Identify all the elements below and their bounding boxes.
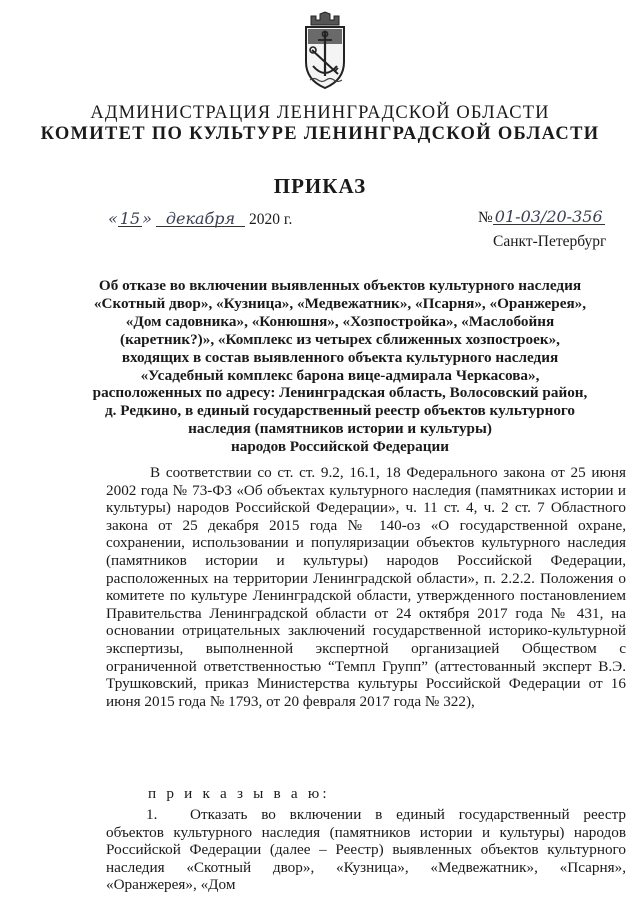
date-day: 15 [119,209,141,228]
subject-line: «Дом садовника», «Конюшня», «Хозпостройка», «Маслобойня [125,312,555,330]
date-quote-open: « [108,209,118,228]
item-text: Отказать во включении в единый государственный реестр объектов культурного наследия (памятников истории и культуры) народов Российской Федерации (далее – Реестр) выявленных объектов культурного наследия «Скотный двор», «Кузница», «Медвежатник», «Псарня», «Оранжерея», «Дом [106,806,626,894]
date-quote-close: » [142,209,152,228]
subject-line: «Скотный двор», «Кузница», «Медвежатник», «Псарня», «Оранжерея», [93,294,587,312]
number-value: 01-03/20-356 [494,207,603,226]
subject-line: Об отказе во включении выявленных объектов культурного наследия [98,277,582,294]
order-word: п р и к а з ы в а ю: [148,785,330,802]
preamble-paragraph [106,464,626,710]
subject-line: расположенных по адресу: Ленинградская область, Волосовский район, [92,384,588,402]
subject-line: входящих в состав выявленного объекта культурного наследия [121,348,559,366]
document-number [478,209,605,227]
date-year: 2020 г. [249,211,293,228]
document-date [108,209,292,229]
preamble-text: В соответствии со ст. ст. 9.2, 16.1, 18 Федерального закона от 25 июня 2002 года № 73-ФЗ «Об объектах культурного наследия (памятниках истории и культуры) народов Российской Федерации», ч. 11 ст. 4, ч. 2 ст. 7 Областного закона от 25 декабря 2015 года № 140-оз «О государственной охране, сохранении, использовании и популяризации объектов культурного наследия (памятников истории и культуры) народов Российской Федерации, расположенных на территории Ленинградской области», п. 2.2.2. Положения о комитете по культуре Ленинградской области, утвержденного постановлением Правительства Ленинградской области от 24 октября 2017 года № 431, на основании отрицательных заключений государственной историко-культурной экспертизы, выполненной экспертной организацией Обществом с ограниченной ответственностью “Темпл Групп” (аттестованный эксперт В.Э. Трушковский, приказ Министерства культуры Российской Федерации от 16 июня 2015 года № 1793, от 20 февраля 2017 года № 322), [106,464,626,710]
subject-line: (каретник?)», «Комплекс из четырех сближенных хозпостроек», [120,330,560,348]
order-subject [80,277,600,456]
subject-line: наследия (памятников истории и культуры) [188,420,492,438]
coat-of-arms-emblem [302,10,348,90]
subject-line: народов Российской Федерации [230,438,450,456]
document-title: ПРИКАЗ [273,174,367,198]
document-city: Санкт-Петербург [493,233,607,250]
number-prefix: № [478,209,493,226]
item-number: 1. [146,806,158,823]
organization-name: АДМИНИСТРАЦИЯ ЛЕНИНГРАДСКОЙ ОБЛАСТИ [90,103,550,123]
subject-line: «Усадебный комплекс барона вице-адмирала Черкасова», [140,366,540,384]
date-month: декабря [156,211,245,227]
order-item-1 [106,806,626,894]
committee-name: КОМИТЕТ ПО КУЛЬТУРЕ ЛЕНИНГРАДСКОЙ ОБЛАСТИ [40,124,600,144]
subject-line: д. Редкино, в единый государственный реестр объектов культурного [104,402,576,420]
